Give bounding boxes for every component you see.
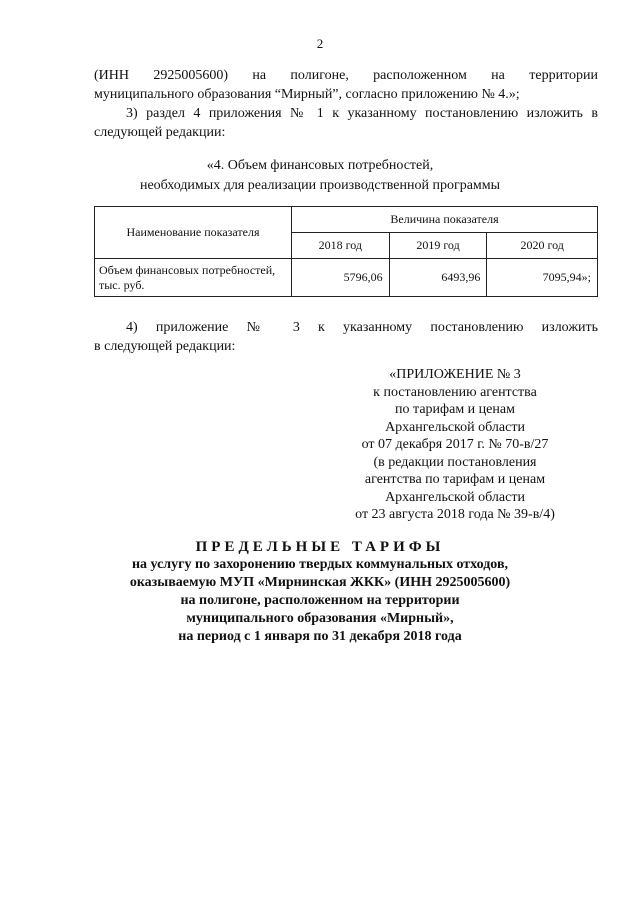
table-row <box>95 259 598 297</box>
section-title <box>0 156 640 196</box>
paragraph-line: 4) приложение № 3 к указанному постановлению изложить <box>126 320 598 335</box>
paragraph-line: в следующей редакции: <box>94 339 236 354</box>
tariffs-heading <box>0 538 640 646</box>
section-title-line: необходимых для реализации производственной программы <box>139 178 501 193</box>
paragraph-item-4 <box>94 318 598 356</box>
heading-line: на полигоне, расположенном на территории <box>180 593 460 608</box>
paragraph-inn <box>94 66 598 104</box>
appendix-line: (в редакции постановления <box>373 454 537 470</box>
heading-line: муниципального образования «Мирный», <box>186 611 454 626</box>
paragraph-line: следующей редакции: <box>94 125 226 140</box>
appendix-line: по тарифам и ценам <box>395 402 515 417</box>
appendix-line: Архангельской области <box>385 489 525 505</box>
paragraph-line: 3) раздел 4 приложения № 1 к указанному постановлению изложить в <box>126 106 598 121</box>
value-cell: 7095,94»; <box>487 259 598 297</box>
appendix-line: агентства по тарифам и ценам <box>364 472 546 487</box>
header-indicator-name: Наименование показателя <box>95 207 292 259</box>
year-header: 2020 год <box>487 233 598 259</box>
appendix-block <box>330 366 580 524</box>
section-title-line: «4. Объем финансовых потребностей, <box>206 158 434 173</box>
appendix-line: «ПРИЛОЖЕНИЕ № 3 <box>389 367 521 382</box>
page-number: 2 <box>316 36 324 51</box>
paragraph-item-3 <box>94 104 598 142</box>
paragraph-line: (ИНН 2925005600) на полигоне, расположенном на территории <box>94 68 598 83</box>
appendix-line: к постановлению агентства <box>373 384 537 400</box>
year-header: 2019 год <box>389 233 487 259</box>
financial-needs-table <box>94 206 598 297</box>
appendix-line: от 23 августа 2018 года № 39-в/4) <box>355 507 555 522</box>
heading-line: на период с 1 января по 31 декабря 2018 года <box>178 629 462 644</box>
value-cell: 6493,96 <box>389 259 487 297</box>
heading-title: ПРЕДЕЛЬНЫЕ ТАРИФЫ <box>195 539 445 555</box>
heading-line: оказываемую МУП «Мирнинская ЖКК» (ИНН 2925005600) <box>129 575 511 590</box>
paragraph-line: муниципального образования “Мирный”, согласно приложению № 4.»; <box>94 87 520 102</box>
appendix-line: от 07 декабря 2017 г. № 70-в/27 <box>361 437 549 452</box>
table-header-row <box>95 207 598 233</box>
row-label: Объем финансовых потребностей, тыс. руб. <box>95 259 292 297</box>
year-header: 2018 год <box>292 233 390 259</box>
header-indicator-value: Величина показателя <box>292 207 598 233</box>
value-cell: 5796,06 <box>292 259 390 297</box>
heading-line: на услугу по захоронению твердых коммунальных отходов, <box>131 557 509 572</box>
appendix-line: Архангельской области <box>385 419 525 435</box>
